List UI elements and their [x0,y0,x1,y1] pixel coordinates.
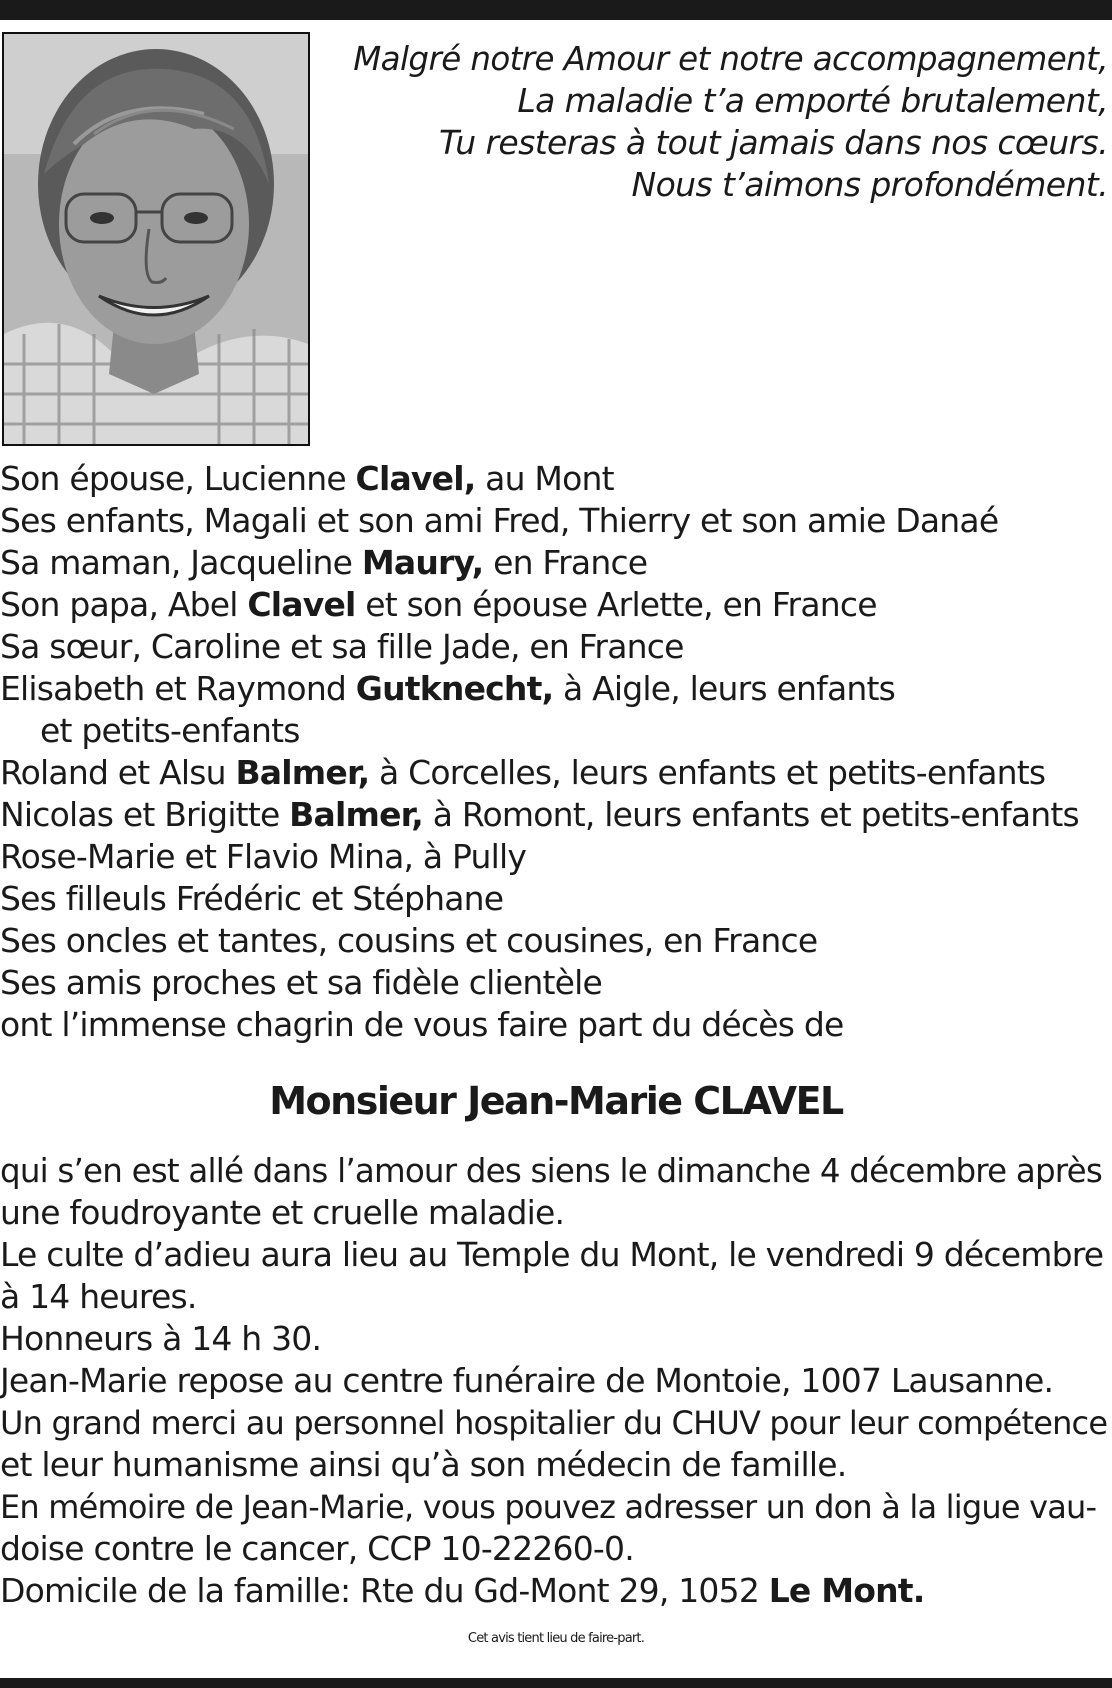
surname: Clavel, [355,459,476,498]
family-line: Son épouse, Lucienne Clavel, au Mont [0,459,614,498]
deceased-name: Monsieur Jean-Marie CLAVEL [269,1079,843,1123]
poem-line-1: Malgré notre Amour et notre accompagnement, [353,40,1108,78]
family-line: Sa maman, Jacqueline Maury, en France [0,543,648,582]
family-line: Ses enfants, Magali et son ami Fred, Thierry et son amie Danaé [0,501,999,540]
family-line: ont l’immense chagrin de vous faire part du décès de [0,1005,844,1044]
family-line: Sa sœur, Caroline et sa fille Jade, en France [0,627,684,666]
surname: Balmer, [289,795,424,834]
poem-line-2: La maladie t’a emporté brutalement, [517,81,1108,120]
portrait-photo [2,32,310,446]
text-line: Honneurs à 14 h 30. [0,1319,322,1358]
poem [348,38,1108,206]
family-line: Ses amis proches et sa fidèle clientèle [0,963,603,1002]
surname: Maury, [361,543,484,582]
family-line: Rose-Marie et Flavio Mina, à Pully [0,837,527,876]
family-line: Nicolas et Brigitte Balmer, à Romont, leurs enfants et petits-enfants [0,795,1079,834]
text-line: une foudroyante et cruelle maladie. [0,1193,565,1232]
text-line: à 14 heures. [0,1277,197,1316]
surname: Clavel [247,585,356,624]
family-line: Elisabeth et Raymond Gutknecht, à Aigle, leurs enfants [0,669,896,708]
town-name: Le Mont. [768,1571,925,1610]
text-line: et leur humanisme ainsi qu’à son médecin de famille. [0,1445,847,1484]
announcement-text [0,1150,1110,1612]
surname: Gutknecht, [355,669,554,708]
family-line: Son papa, Abel Clavel et son épouse Arlette, en France [0,585,877,624]
top-rule [0,0,1112,20]
text-line: Jean-Marie repose au centre funéraire de Montoie, 1007 Lausanne. [0,1361,1054,1400]
family-line: Roland et Alsu Balmer, à Corcelles, leurs enfants et petits-enfants [0,753,1046,792]
text-line: Un grand merci au personnel hospitalier du CHUV pour leur compétence [0,1404,1108,1442]
surname: Balmer, [235,753,370,792]
family-line: Ses oncles et tantes, cousins et cousines, en France [0,921,818,960]
poem-line-3: Tu resteras à tout jamais dans nos cœurs. [439,123,1108,162]
bottom-rule [0,1678,1112,1688]
family-line: et petits-enfants [40,711,300,750]
text-line: Domicile de la famille: Rte du Gd-Mont 29, 1052 Le Mont. [0,1571,925,1610]
closing-note: Cet avis tient lieu de faire-part. [467,1631,645,1646]
text-line: Le culte d’adieu aura lieu au Temple du Mont, le vendredi 9 décembre [0,1235,1104,1274]
poem-line-4: Nous t’aimons profondément. [631,165,1108,204]
text-line: qui s’en est allé dans l’amour des siens le dimanche 4 décembre après [0,1152,1102,1190]
family-list [0,458,1110,1046]
text-line: En mémoire de Jean-Marie, vous pouvez adresser un don à la ligue vau- [0,1488,1097,1526]
family-line: Ses filleuls Frédéric et Stéphane [0,879,504,918]
text-line: doise contre le cancer, CCP 10-22260-0. [0,1529,634,1568]
